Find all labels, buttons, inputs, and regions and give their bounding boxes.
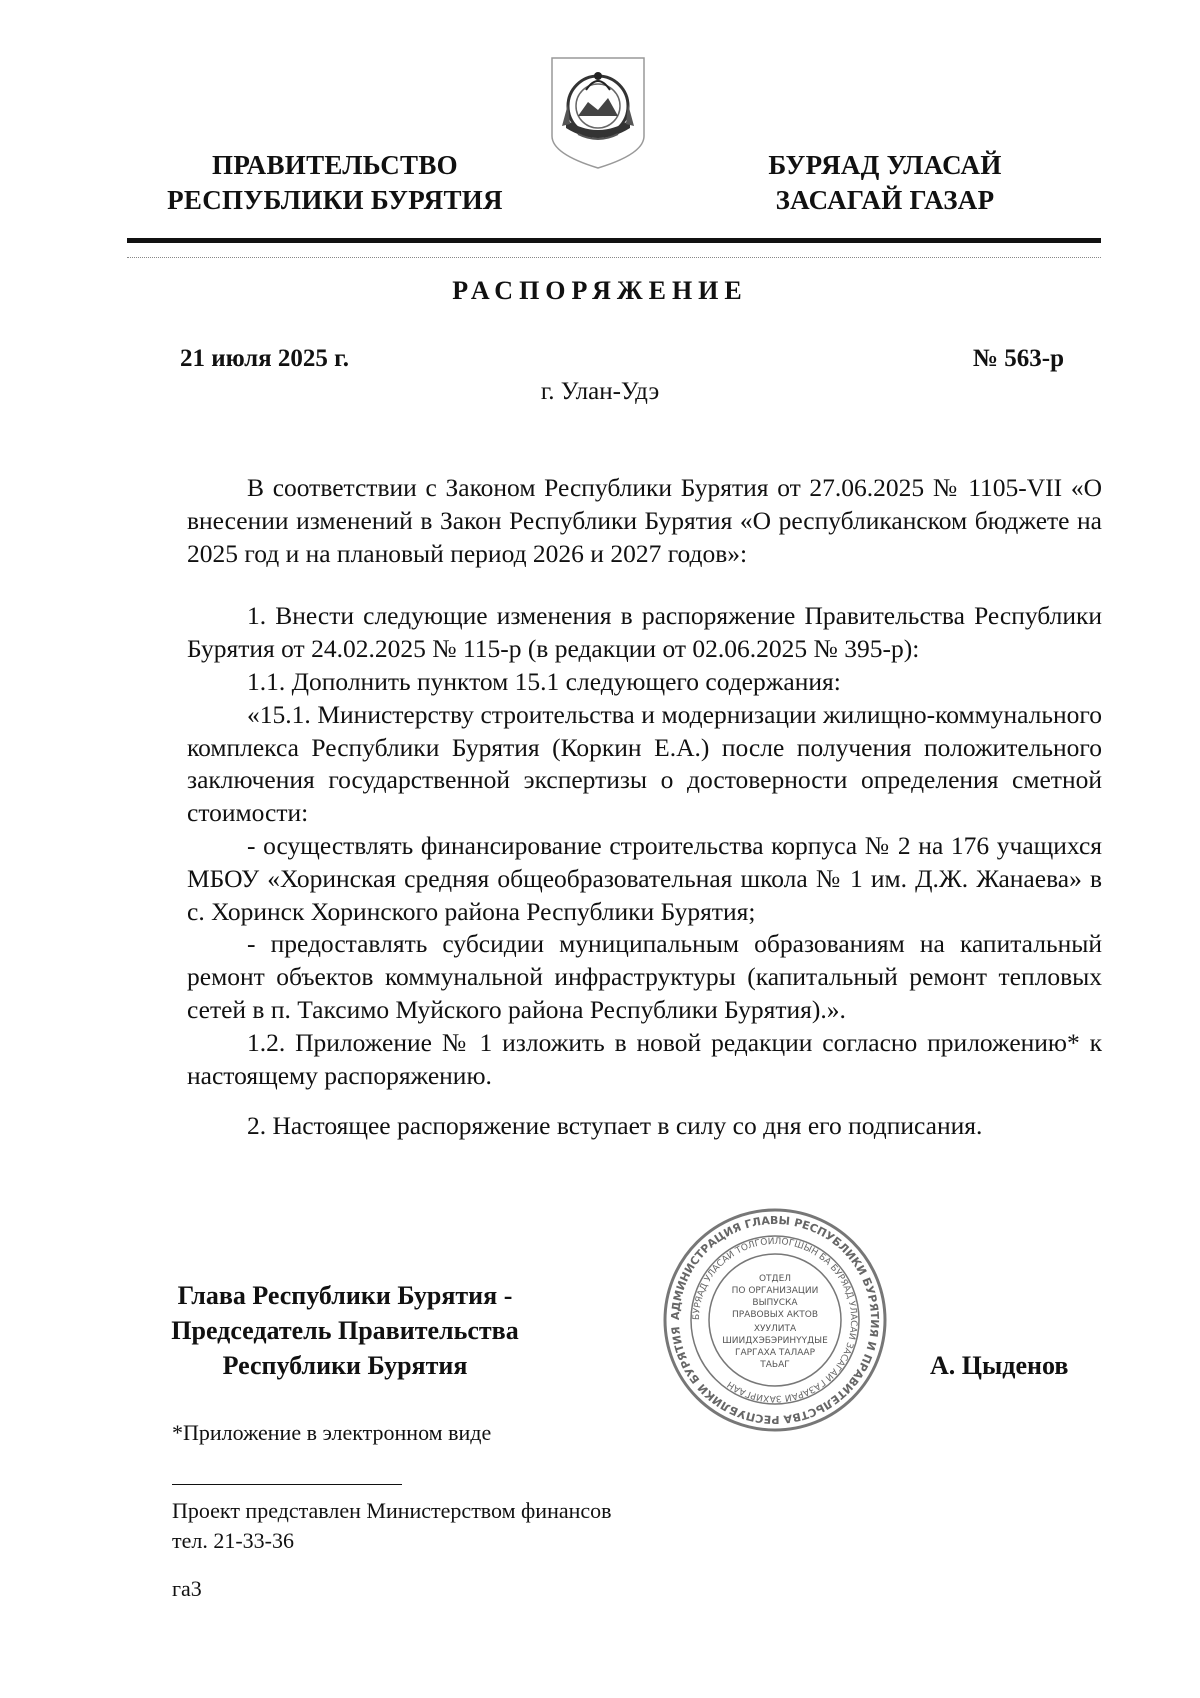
appendix-note: *Приложение в электронном виде [172, 1420, 492, 1445]
stamp-center-line4: ПРАВОВЫХ АКТОВ [731, 1310, 819, 1320]
paragraph-dash-1: - осуществлять финансирование строительства корпуса № 2 на 176 учащихся МБОУ «Хоринская средняя общеобразовательная школа № 1 им. Д.Ж. Жанаева» в с. Хоринск Хоринского района Республики Бурятия; [187, 830, 1102, 926]
header-left-line2: РЕСПУБЛИКИ БУРЯТИЯ [167, 185, 503, 215]
paragraph-preamble: В соответствии с Законом Республики Бурятия от 27.06.2025 № 1105-VII «О внесении изменений в Закон Республики Бурятия «О республиканском бюджете на 2025 год и на плановый период 2026 и 2027 годов»: [187, 473, 1102, 568]
paragraph-dash-2: - предоставлять субсидии муниципальным образованиям на капитальный ремонт объектов коммунальной инфраструктуры (капитальный ремонт тепловых сетей в п. Таксимо Муйского района Республики Бурятия).». [187, 929, 1102, 1024]
header-right [730, 148, 1040, 218]
header-left-line1: ПРАВИТЕЛЬСТВО [212, 150, 458, 180]
document-type: РАСПОРЯЖЕНИЕ [452, 276, 748, 305]
header-rule-thick [127, 238, 1101, 243]
signatory-position [150, 1278, 540, 1383]
paragraph-item-1: 1. Внести следующие изменения в распоряжение Правительства Республики Бурятия от 24.02.2025 № 115-р (в редакции от 02.06.2025 № 395-р): [187, 601, 1102, 664]
emblem [548, 54, 648, 172]
signatory-name: А. Цыденов [930, 1351, 1069, 1380]
paragraph-item-1-1: 1.1. Дополнить пунктом 15.1 следующего содержания: [247, 666, 841, 696]
stamp-center-line7: ГАРГАХА ТАЛААР [734, 1348, 816, 1358]
stamp-center-line1: ОТДЕЛ [758, 1274, 792, 1284]
coat-of-arms-icon [548, 54, 648, 172]
footer-phone: тел. 21-33-36 [172, 1528, 295, 1553]
document-number: № 563-р [972, 345, 1064, 372]
footer-rule [172, 1484, 402, 1485]
document-date: 21 июля 2025 г. [180, 345, 349, 372]
signatory-position-line3: Республики Бурятия [222, 1351, 468, 1380]
stamp-center-line3: ВЫПУСКА [752, 1298, 798, 1308]
footer-code: га3 [172, 1576, 202, 1601]
document-body [187, 472, 1102, 1143]
stamp-center-line5: ХУУЛИТА [753, 1324, 797, 1334]
footer-prepared-by: Проект представлен Министерством финансов [172, 1498, 612, 1523]
signatory-position-line2: Председатель Правительства [171, 1316, 519, 1345]
header-left [150, 148, 520, 218]
document-city: г. Улан-Удэ [540, 378, 660, 405]
stamp-seal-icon [660, 1205, 890, 1435]
paragraph-item-2: 2. Настоящее распоряжение вступает в силу со дня его подписания. [247, 1111, 983, 1141]
official-stamp [660, 1205, 890, 1435]
stamp-center-line2: ПО ОРГАНИЗАЦИИ [731, 1286, 819, 1296]
header-right-line2: ЗАСАГАЙ ГАЗАР [775, 185, 995, 215]
footer [172, 1496, 612, 1604]
stamp-outer-text: АДМИНИСТРАЦИЯ ГЛАВЫ РЕСПУБЛИКИ БУРЯТИЯ И ПРАВИТЕЛЬСТВА РЕСПУБЛИКИ БУРЯТИЯ [668, 1213, 882, 1427]
stamp-inner-ring-text: БУРЯАД УЛАСАЙ ТОЛГОЙЛОГШЫН БА БУРЯАД УЛАСАЙ ЗАСАГАЙ ГАЗАРАЙ ЗАХИРГААН [691, 1236, 859, 1404]
stamp-center-line8: ТАЬАГ [760, 1360, 790, 1370]
paragraph-item-15-1: «15.1. Министерству строительства и модернизации жилищно-коммунального комплекса Республики Бурятия (Коркин Е.А.) после получения положительного заключения государственной экспертизы о достоверности определения сметной стоимости: [187, 699, 1102, 828]
header-rule-thin [127, 257, 1101, 258]
signatory-position-line1: Глава Республики Бурятия - [177, 1281, 513, 1310]
header-right-line1: БУРЯАД УЛАСАЙ [768, 150, 1002, 180]
paragraph-item-1-2: 1.2. Приложение № 1 изложить в новой редакции согласно приложению* к настоящему распоряжению. [187, 1027, 1102, 1090]
stamp-center-line6: ШИИДХЭБЭРИНҮҮДЫЕ [722, 1336, 828, 1346]
